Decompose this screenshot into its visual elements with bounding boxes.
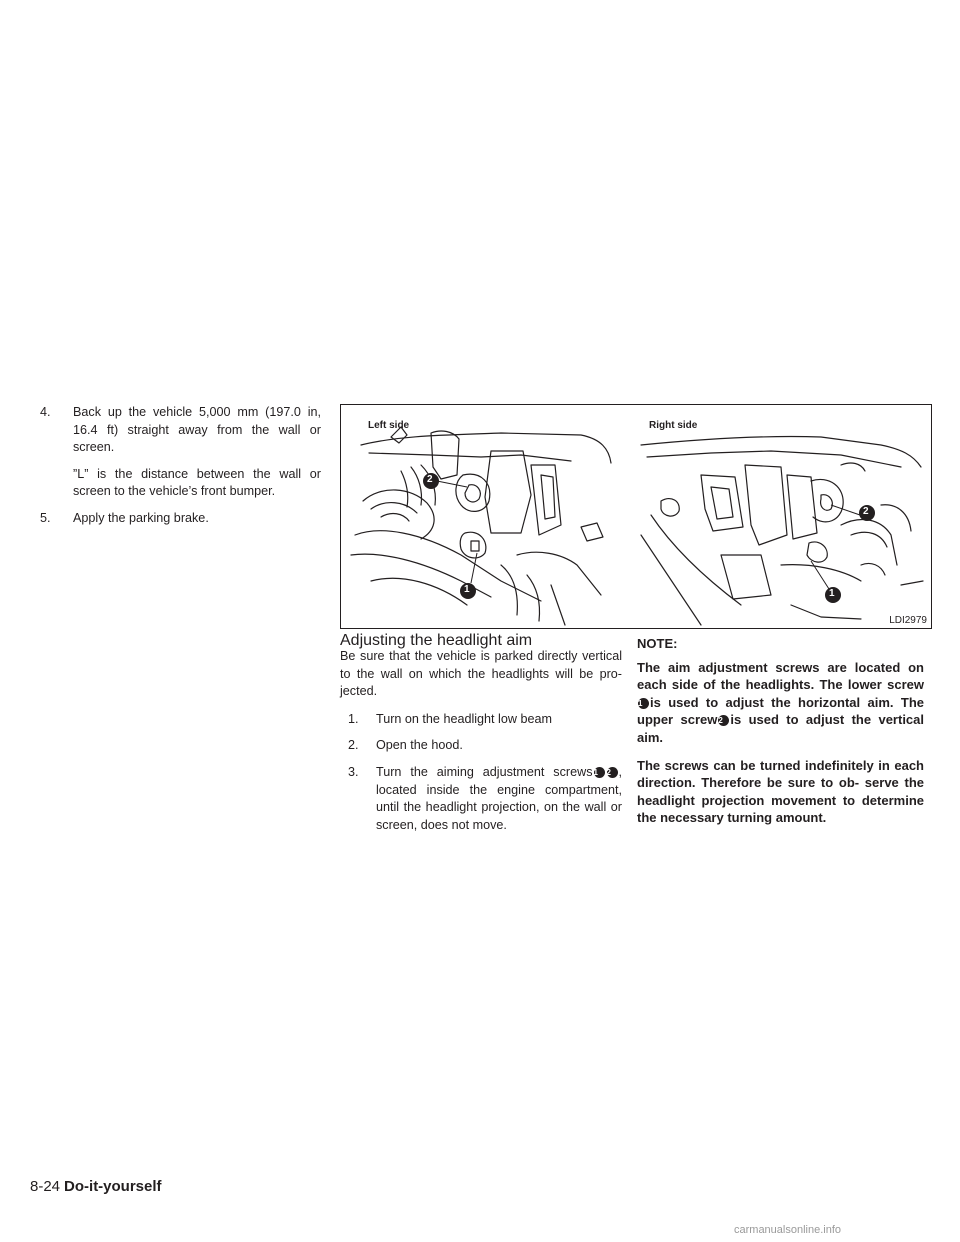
callout-1-icon: 1 — [638, 698, 649, 709]
step-text: ”L” is the distance between the wall or screen to the vehicle’s front bumper. — [73, 466, 321, 499]
note-paragraph-2: The screws can be turned indefinitely in each direction. Therefore be sure to ob- serve the headlight projection movement to determine the necessary turning amount. — [637, 757, 924, 826]
callout-2-left: 2 — [427, 474, 433, 485]
step-text: Turn on the headlight low beam — [376, 711, 552, 726]
left-side-label: Left side — [368, 420, 410, 431]
step-number: 1. — [348, 711, 359, 726]
callout-2-icon: 2 — [607, 767, 618, 778]
right-side-label: Right side — [649, 420, 698, 431]
note-title: NOTE: — [637, 636, 678, 651]
step-5 — [35, 510, 321, 528]
middle-column — [340, 648, 622, 843]
aim-steps — [340, 711, 622, 835]
engine-bay-drawing — [341, 405, 932, 629]
watermark: carmanualsonline.info — [734, 1224, 842, 1236]
note-text: is used to adjust the vertical aim. — [637, 712, 925, 745]
step-text: Turn the aiming adjustment screws — [376, 764, 593, 779]
intro-paragraph: Be sure that the vehicle is parked directly vertical to the wall on which the headlights will be pro- jected. — [340, 649, 622, 699]
step-text: Back up the vehicle 5,000 mm (197.0 in, 16.4 ft) straight away from the wall or screen. — [73, 405, 321, 455]
step-4 — [35, 404, 321, 501]
aim-step-3 — [340, 764, 622, 834]
chapter-title: Do-it-yourself — [64, 1178, 162, 1195]
page-number: 8-24 — [30, 1178, 61, 1195]
note-paragraph-1 — [637, 659, 924, 747]
step-text: Open the hood. — [376, 738, 463, 753]
step-number: 5. — [40, 510, 51, 525]
note-text: is used to adjust the horizontal aim. The upper screw — [637, 694, 924, 728]
callout-2-right: 2 — [863, 506, 869, 517]
step-text: Apply the parking brake. — [73, 510, 209, 525]
step-number: 4. — [40, 405, 51, 419]
step-number: 2. — [348, 738, 359, 753]
page-footer — [30, 1178, 162, 1195]
callout-2-icon: 2 — [718, 715, 729, 726]
callout-1-icon: 1 — [594, 767, 605, 778]
step-text: , located inside the engine compartment, until the headlight projection, on the wall or screen, does not move. — [376, 764, 622, 832]
section-title: Adjusting the headlight aim — [340, 632, 533, 649]
headlight-illustration — [340, 404, 932, 629]
callout-1-right: 1 — [829, 588, 835, 599]
figure-id: LDI2979 — [889, 615, 927, 626]
step-number: 3. — [348, 764, 359, 779]
left-column — [35, 404, 321, 537]
callout-1-left: 1 — [464, 584, 470, 595]
aim-step-1 — [340, 711, 622, 729]
note-column — [637, 635, 924, 837]
aim-step-2 — [340, 737, 622, 755]
note-text: The aim adjustment screws are located on each side of the headlights. The lower screw — [637, 659, 924, 693]
